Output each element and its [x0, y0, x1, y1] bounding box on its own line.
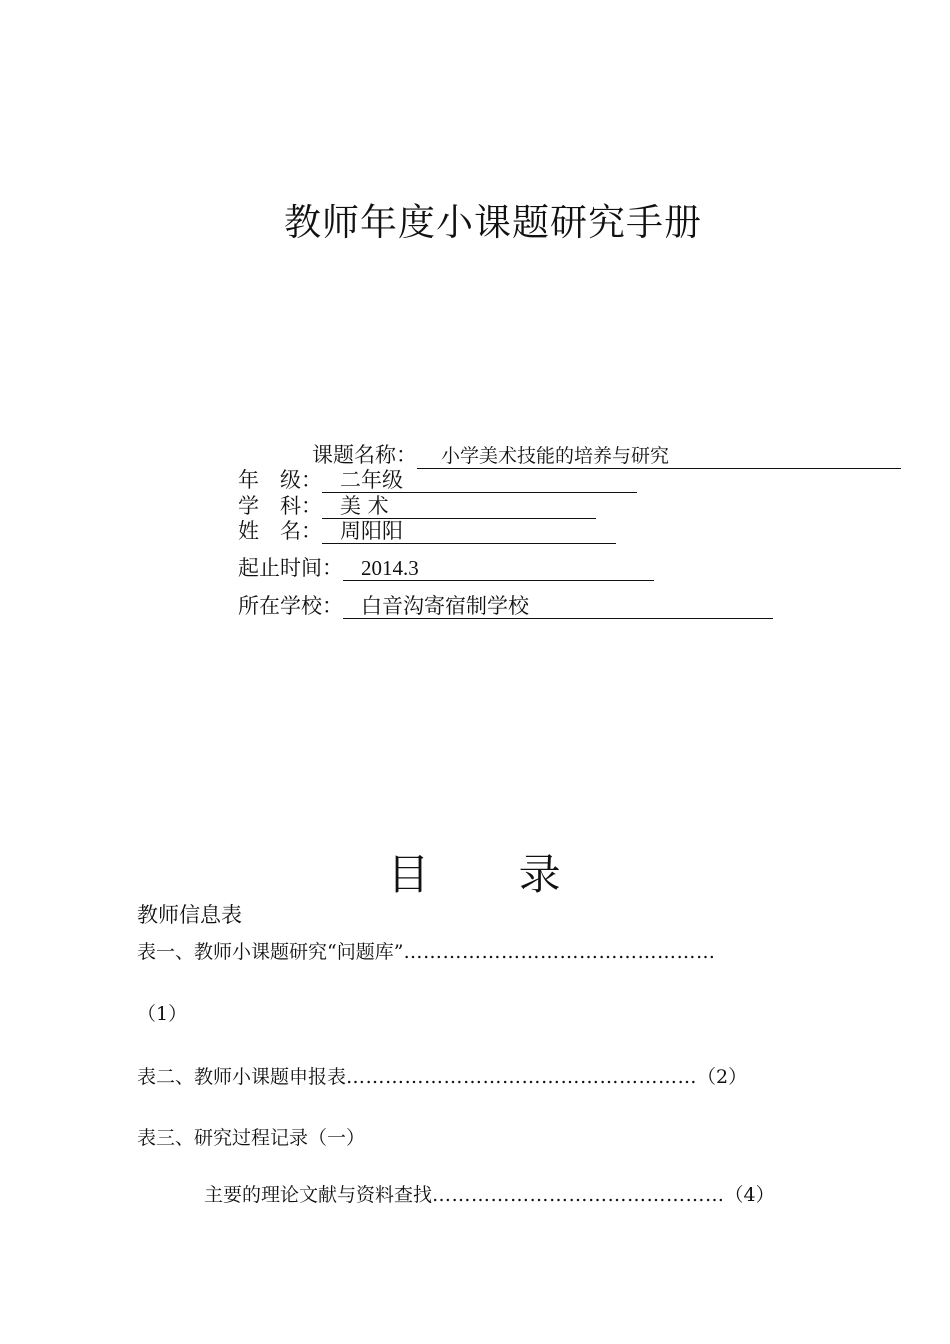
grade-label: 年 级：: [238, 468, 322, 492]
document-title: 教师年度小课题研究手册: [284, 201, 702, 244]
toc-item-title: 表二、教师小课题申报表: [137, 1066, 347, 1088]
school-label: 所在学校：: [238, 594, 343, 618]
toc-item-question-bank: [137, 939, 715, 965]
toc-item-dots: ………………………………………………: [346, 1066, 698, 1088]
toc-intro: 教师信息表: [137, 903, 242, 927]
grade-value: 二年级: [322, 468, 637, 493]
toc-item-page: （1）: [137, 1003, 188, 1025]
period-value: 2014.3: [343, 556, 654, 581]
toc-heading-text: 目 录: [387, 850, 599, 899]
toc-item-research-record: [137, 1125, 365, 1151]
toc-heading: [0, 842, 950, 902]
teacher-name-value: 周阳阳: [322, 519, 616, 544]
period-label: 起止时间：: [238, 556, 343, 580]
teacher-name-label: 姓 名：: [238, 519, 322, 543]
subject-value: 美 术: [322, 494, 596, 519]
toc-item-page: （4）: [724, 1184, 775, 1206]
toc-item-title: 表一、教师小课题研究“问题库”: [137, 941, 404, 963]
toc-item-dots: ………………………………………: [432, 1184, 725, 1206]
school-line: [238, 593, 773, 619]
topic-name-line: [312, 442, 901, 469]
grade-line: [238, 467, 637, 493]
toc-item-dots: …………………………………………: [403, 941, 716, 963]
period-line: [238, 555, 654, 581]
topic-name-value: 小学美术技能的培养与研究: [417, 444, 901, 469]
school-value: 白音沟寄宿制学校: [343, 594, 773, 619]
subject-line: [238, 493, 596, 519]
toc-item-title: 主要的理论文献与资料查找: [204, 1184, 433, 1206]
toc-item-page: （2）: [697, 1066, 748, 1088]
toc-item-title: 表三、研究过程记录（一）: [137, 1127, 366, 1149]
toc-item-literature-search: [204, 1182, 775, 1208]
topic-name-label: 课题名称：: [312, 443, 417, 467]
toc-item-application-form: [137, 1064, 747, 1090]
subject-label: 学 科：: [238, 494, 322, 518]
teacher-name-line: [238, 518, 616, 544]
